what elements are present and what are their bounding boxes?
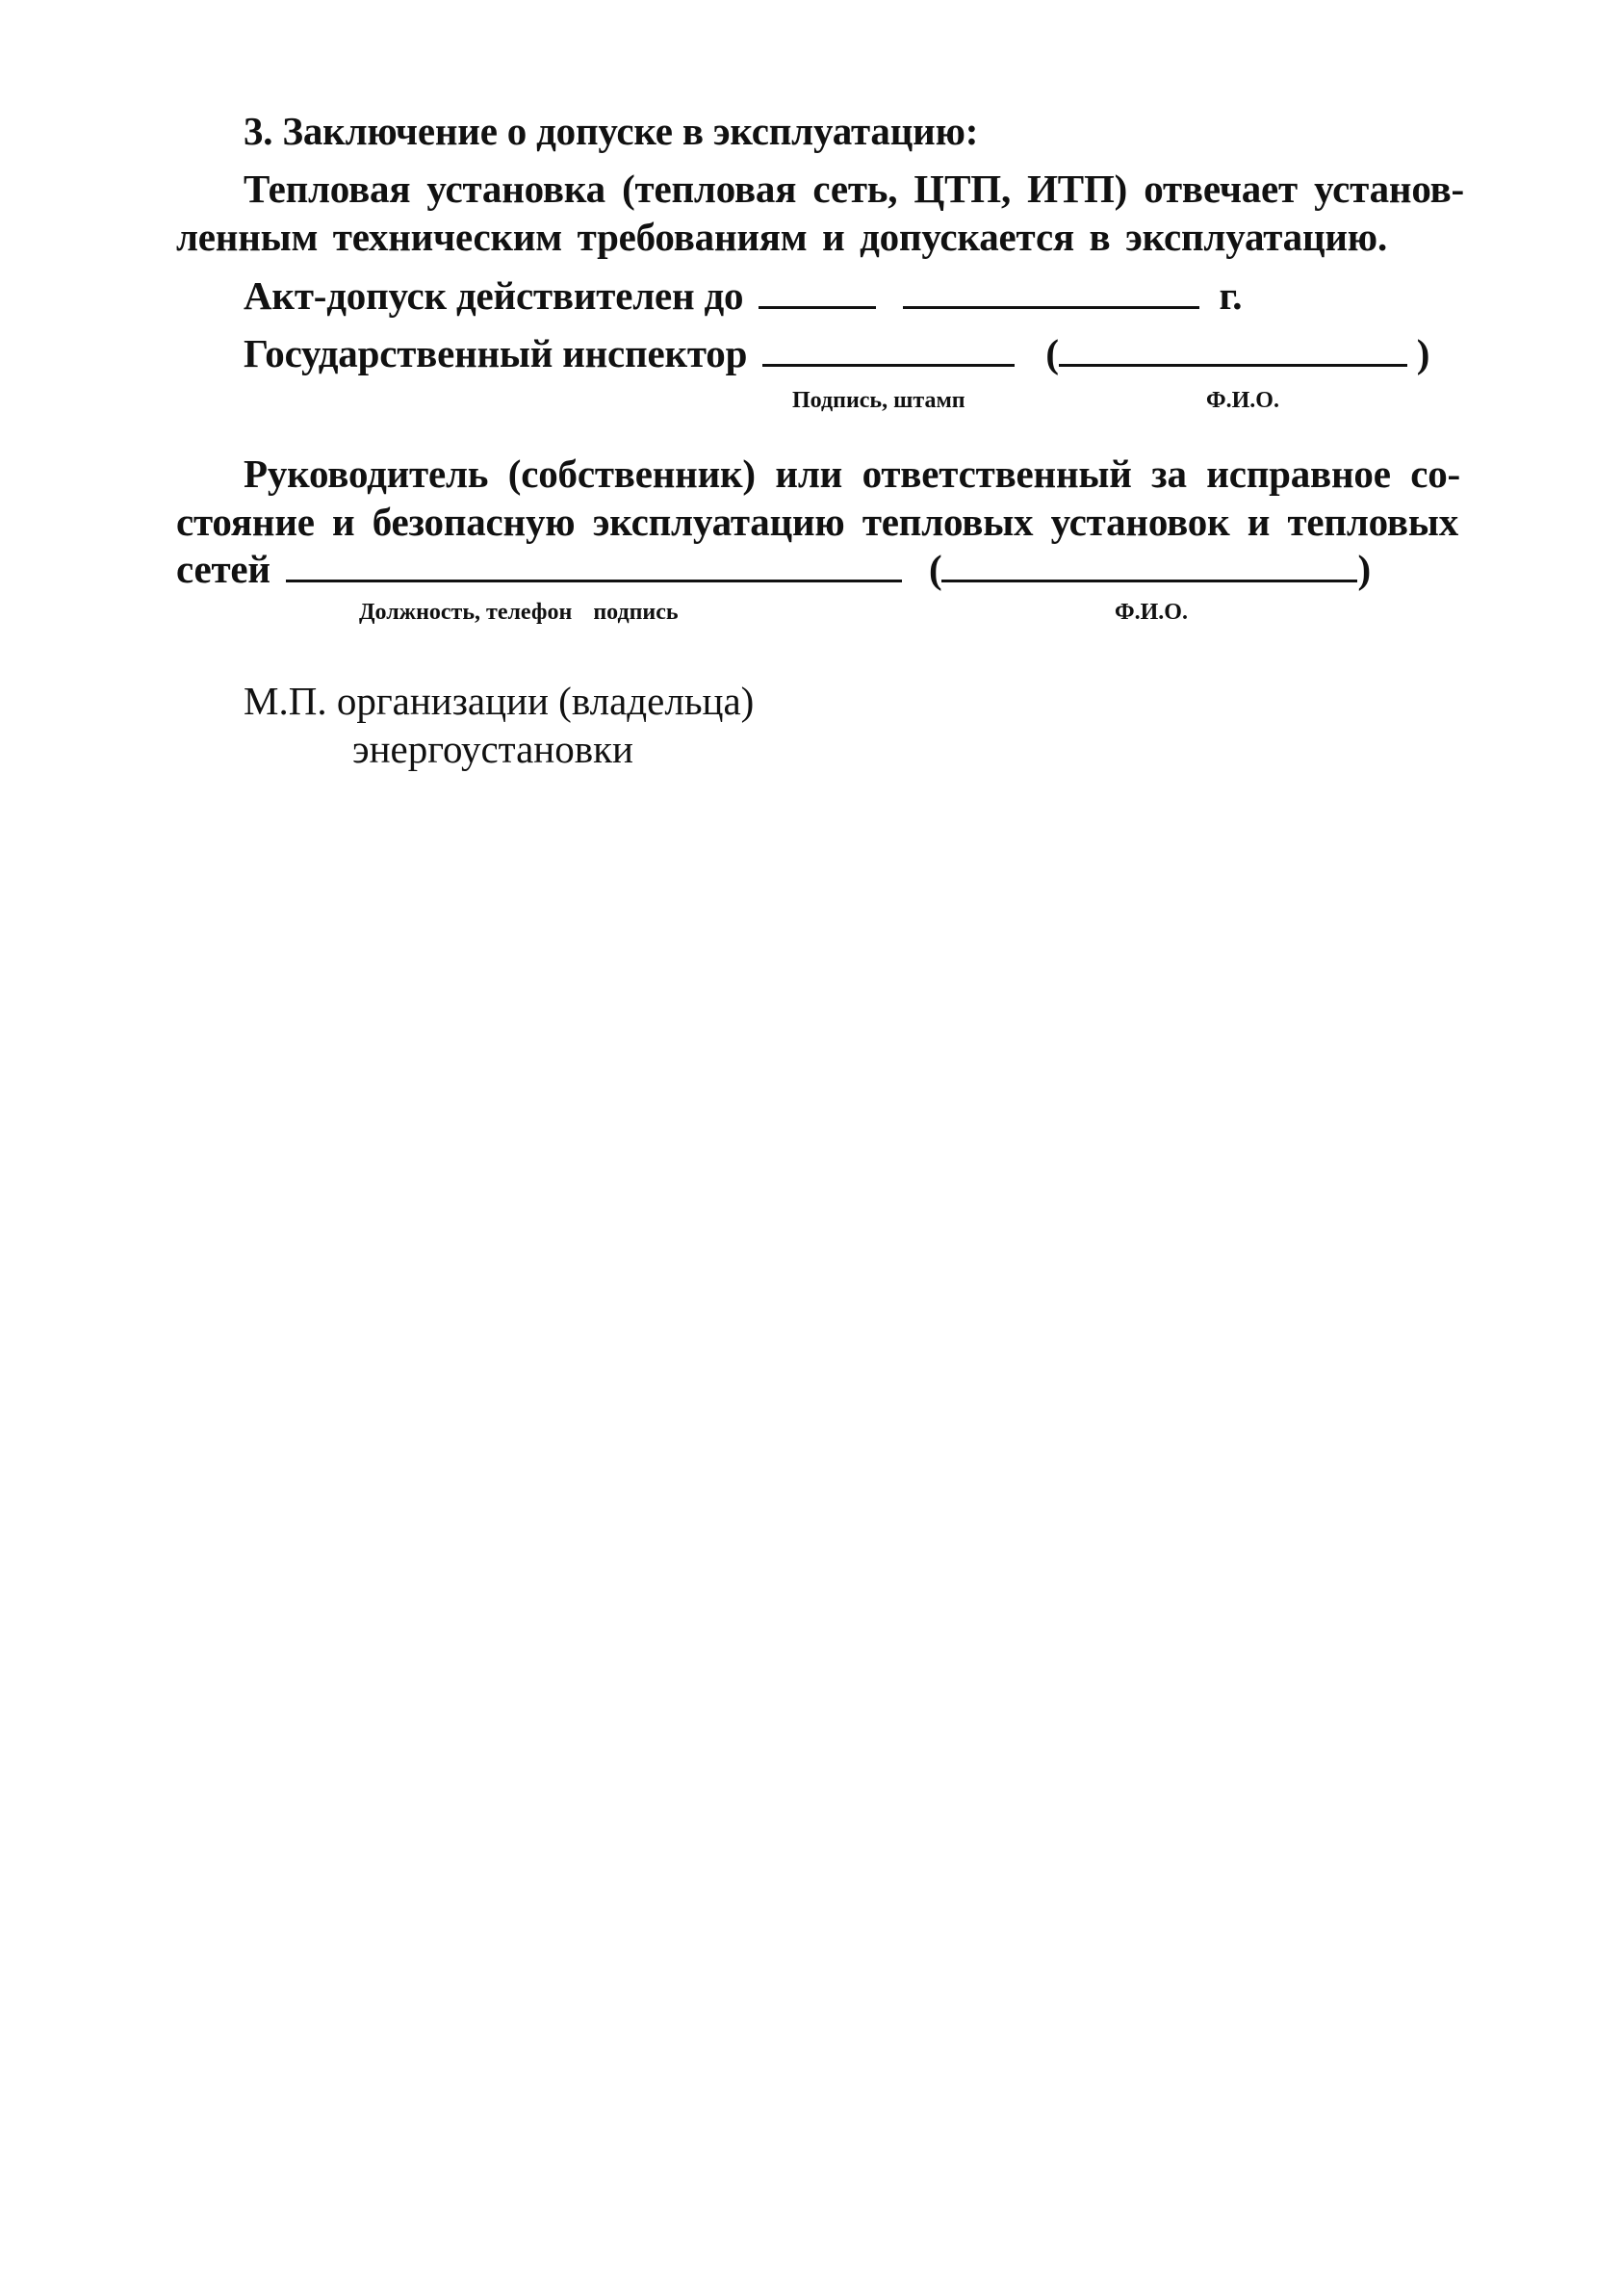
stamp-line-2: энергоустановки: [352, 727, 633, 771]
head-name-field[interactable]: [941, 545, 1357, 582]
head-paren-open: (: [928, 547, 942, 591]
validity-day-field[interactable]: [759, 271, 876, 309]
validity-suffix: г.: [1219, 273, 1243, 318]
head-caption-row: [359, 600, 679, 626]
inspector-signature-field[interactable]: [762, 329, 1015, 367]
head-paren-close: ): [1357, 547, 1371, 591]
head-line-2: стояние и безопасную эксплуатацию тепловых установок и тепловых: [176, 500, 1458, 544]
validity-row: [244, 271, 1242, 319]
validity-prefix: Акт-допуск действителен до: [244, 273, 744, 318]
inspector-paren-close: ): [1416, 331, 1430, 375]
conclusion-line-1: Тепловая установка (тепловая сеть, ЦТП, ИТП) отвечает установ-: [244, 167, 1464, 211]
stamp-line-1: М.П. организации (владельца): [244, 679, 755, 723]
head-caption-sign: подпись: [593, 600, 679, 625]
head-caption-position: Должность, телефон: [359, 600, 573, 625]
head-signature-row: [176, 545, 1371, 592]
inspector-caption-sign: Подпись, штамп: [792, 388, 965, 413]
inspector-paren-open: (: [1045, 331, 1059, 375]
head-caption-name: Ф.И.О.: [1115, 600, 1188, 625]
inspector-row: [244, 329, 1429, 376]
inspector-name-field[interactable]: [1059, 329, 1407, 367]
head-position-signature-field[interactable]: [286, 545, 902, 582]
inspector-label: Государственный инспектор: [244, 331, 748, 375]
validity-month-year-field[interactable]: [903, 271, 1199, 309]
inspector-caption-name: Ф.И.О.: [1206, 388, 1279, 413]
head-line-1: Руководитель (собственник) или ответственный за исправное со-: [244, 451, 1460, 496]
conclusion-line-2: ленным техническим требованиям и допускается в эксплуатацию.: [176, 215, 1387, 259]
head-line-3-prefix: сетей: [176, 547, 270, 591]
section-heading: 3. Заключение о допуске в эксплуатацию:: [244, 109, 979, 153]
